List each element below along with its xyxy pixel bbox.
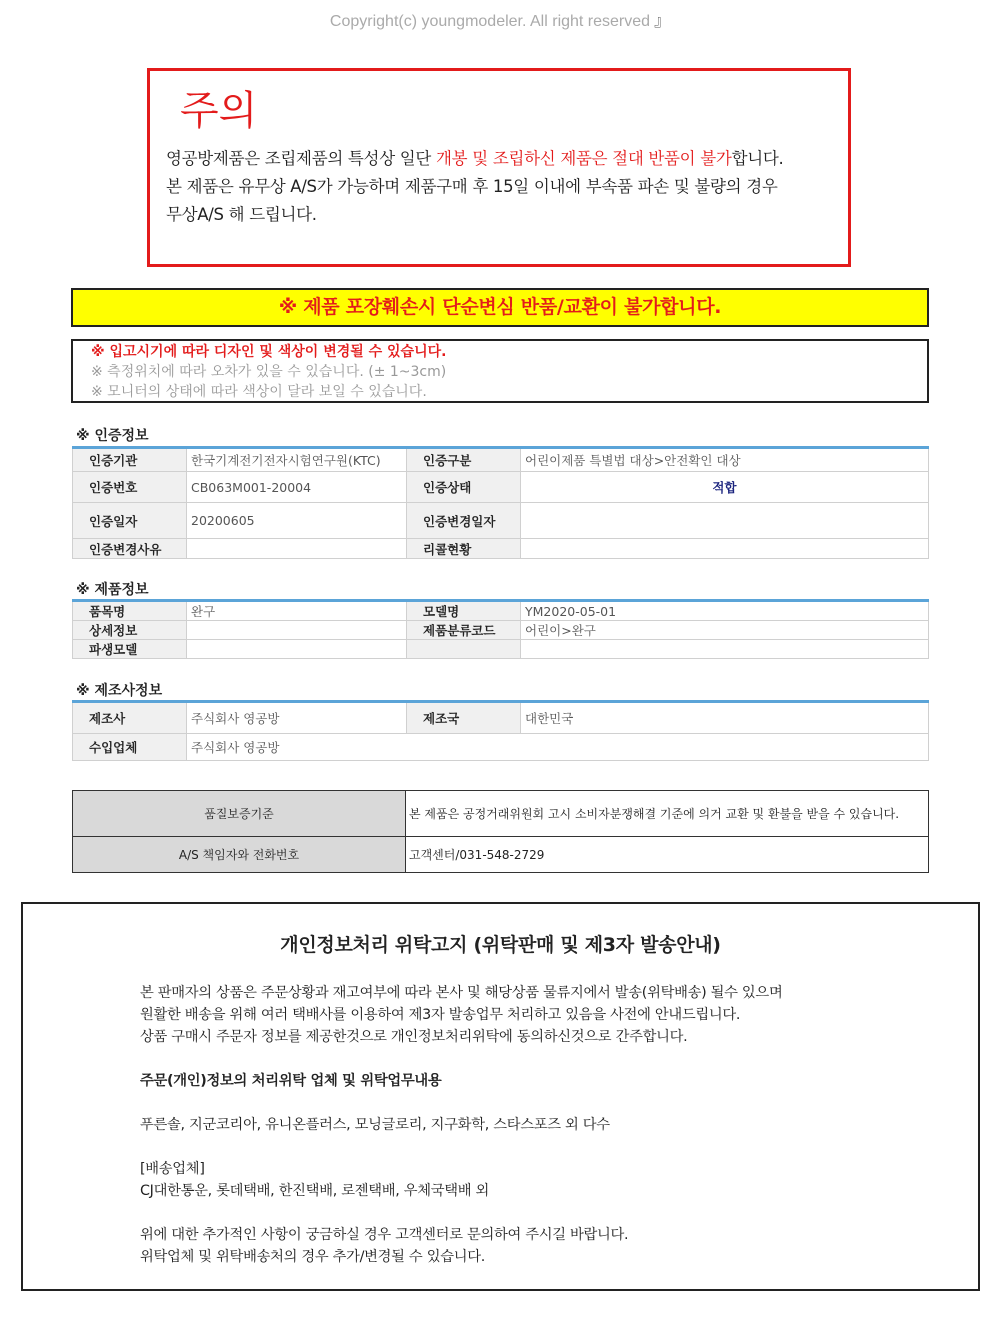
recall-status-value <box>521 539 929 559</box>
country-value: 대한민국 <box>521 702 929 734</box>
warning-title: 주의 <box>180 88 258 134</box>
privacy-contact-2: 위탁업체 및 위탁배송처의 경우 추가/변경될 수 있습니다. <box>140 1249 485 1265</box>
item-name-value: 완구 <box>187 601 407 621</box>
cert-type-value: 어린이제품 특별법 대상>안전확인 대상 <box>521 448 929 472</box>
item-name-label: 품목명 <box>73 601 187 621</box>
as-contact-label: A/S 책임자와 전화번호 <box>73 837 406 873</box>
importer-value: 주식회사 영공방 <box>187 734 929 761</box>
copyright-text: Copyright(c) youngmodeler. All right reserved <box>329 13 651 30</box>
privacy-body <box>140 982 960 1268</box>
category-code-value: 어린이>완구 <box>521 621 929 640</box>
model-name-label: 모델명 <box>407 601 521 621</box>
derived-model-label: 파생모델 <box>73 640 187 659</box>
notice-monitor: ※ 모니터의 상태에 따라 색상이 달라 보일 수 있습니다. <box>91 384 427 400</box>
importer-label: 수입업체 <box>73 734 187 761</box>
cert-agency-label: 인증기관 <box>73 448 187 472</box>
derived-model-value <box>187 640 407 659</box>
quality-table <box>72 790 929 873</box>
cert-date-value: 20200605 <box>187 503 407 539</box>
cert-status-label: 인증상태 <box>407 472 521 503</box>
empty-value <box>521 640 929 659</box>
cert-agency-value: 한국기계전기전자시험연구원(KTC) <box>187 448 407 472</box>
return-policy-banner: ※ 제품 포장훼손시 단순변심 반품/교환이 불가합니다. <box>71 288 929 327</box>
cert-change-date-value <box>521 503 929 539</box>
notice-design: ※ 입고시기에 따라 디자인 및 색상이 변경될 수 있습니다. <box>91 344 447 360</box>
cert-date-label: 인증일자 <box>73 503 187 539</box>
warning-line-2: 본 제품은 유무상 A/S가 가능하며 제품구매 후 15일 이내에 부속품 파손 및 불량의 경우 <box>166 177 778 196</box>
privacy-paragraph-2: 원활한 배송을 위해 여러 택배사를 이용하여 제3자 발송업무 처리하고 있음을 사전에 안내드립니다. <box>140 1007 741 1023</box>
category-code-label: 제품분류코드 <box>407 621 521 640</box>
privacy-title: 개인정보처리 위탁고지 (위탁판매 및 제3자 발송안내) <box>280 934 721 956</box>
cert-change-date-label: 인증변경일자 <box>407 503 521 539</box>
warning-line-1-emphasis: 개봉 및 조립하신 제품은 절대 반품이 불가 <box>436 149 732 168</box>
warning-line-1-pre: 영공방제품은 조립제품의 특성상 일단 <box>166 149 437 168</box>
cert-section-title: ※ 인증정보 <box>76 428 149 444</box>
notice-box <box>71 339 929 403</box>
cert-change-reason-label: 인증변경사유 <box>73 539 187 559</box>
table-row <box>73 837 929 873</box>
notice-measure: ※ 측정위치에 따라 오차가 있을 수 있습니다. (± 1~3cm) <box>91 364 447 380</box>
detail-info-label: 상세정보 <box>73 621 187 640</box>
empty-label <box>407 640 521 659</box>
table-row <box>73 448 929 472</box>
cert-change-reason-value <box>187 539 407 559</box>
warning-box <box>147 68 851 267</box>
table-row <box>73 601 929 621</box>
cert-number-label: 인증번호 <box>73 472 187 503</box>
model-name-value: YM2020-05-01 <box>521 601 929 621</box>
table-row <box>73 702 929 734</box>
as-contact-value: 고객센터/031-548-2729 <box>406 837 929 873</box>
warning-line-3: 무상A/S 해 드립니다. <box>166 205 317 224</box>
maker-section-title: ※ 제조사정보 <box>76 683 163 699</box>
warning-line-1-post: 합니다. <box>731 149 784 168</box>
table-row <box>73 734 929 761</box>
privacy-notice-box <box>21 902 980 1291</box>
country-label: 제조국 <box>407 702 521 734</box>
cert-status-value: 적합 <box>521 472 929 503</box>
quality-standard-label: 품질보증기준 <box>73 791 406 837</box>
table-row <box>73 791 929 837</box>
table-row <box>73 472 929 503</box>
table-row <box>73 539 929 559</box>
recall-status-label: 리콜현황 <box>407 539 521 559</box>
maker-table <box>72 700 929 761</box>
privacy-paragraph-3: 상품 구매시 주문자 정보를 제공한것으로 개인정보처리위탁에 동의하신것으로 간주합니다. <box>140 1029 688 1045</box>
warning-line-1 <box>166 145 846 173</box>
cert-type-label: 인증구분 <box>407 448 521 472</box>
table-row <box>73 640 929 659</box>
privacy-subtitle: 주문(개인)정보의 처리위탁 업체 및 위탁업무내용 <box>140 1073 442 1089</box>
carriers-label: [배송업체] <box>140 1161 205 1177</box>
privacy-partners: 푸른솔, 지군코리아, 유니온플러스, 모닝글로리, 지구화학, 스타스포즈 외 다수 <box>140 1117 610 1133</box>
table-row <box>73 503 929 539</box>
detail-info-value <box>187 621 407 640</box>
product-section-title: ※ 제품정보 <box>76 582 149 598</box>
manufacturer-value: 주식회사 영공방 <box>187 702 407 734</box>
table-row <box>73 621 929 640</box>
privacy-contact-1: 위에 대한 추가적인 사항이 궁금하실 경우 고객센터로 문의하여 주시길 바랍니다. <box>140 1227 629 1243</box>
privacy-paragraph-1: 본 판매자의 상품은 주문상황과 재고여부에 따라 본사 및 해당상품 물류지에서 발송(위탁배송) 될수 있으며 <box>140 985 783 1001</box>
product-table <box>72 599 929 659</box>
warning-text <box>166 145 846 229</box>
cert-number-value: CB063M001-20004 <box>187 472 407 503</box>
quality-standard-value: 본 제품은 공정거래위원회 고시 소비자분쟁해결 기준에 의거 교환 및 환불을 받을 수 있습니다. <box>406 791 929 837</box>
manufacturer-label: 제조사 <box>73 702 187 734</box>
copyright-notice <box>0 8 1000 31</box>
cert-table <box>72 446 929 559</box>
copyright-bracket: 』 <box>654 13 671 30</box>
carriers-list: CJ대한통운, 롯데택배, 한진택배, 로젠택배, 우체국택배 외 <box>140 1183 490 1199</box>
